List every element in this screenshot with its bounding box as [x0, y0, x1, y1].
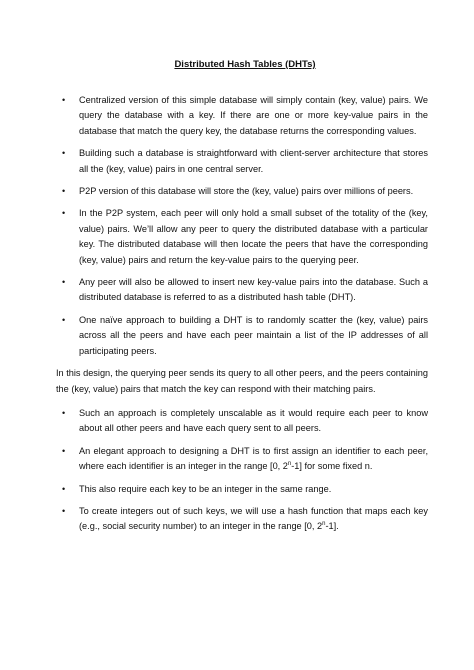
superscript: n [287, 461, 292, 468]
text-segment: -1] for some fixed n. [291, 461, 373, 472]
body-paragraph: In this design, the querying peer sends its query to all other peers, and the peers containing the (key, value) pairs that match the key can respond with their matching pairs. [56, 368, 428, 394]
bullet-item: • This also require each key to be an integer in the same range. [62, 482, 428, 497]
bullet-item: • Centralized version of this simple database will simply contain (key, value) pairs. We query the database with a key. If there are one or more key-value pairs in the database that match the query key, the database returns the corresponding values. [62, 93, 428, 139]
bullet-item: • Building such a database is straightforward with client-server architecture that stores all the (key, value) pairs in one central server. [62, 146, 428, 177]
bullet-item: • Any peer will also be allowed to insert new key-value pairs into the database. Such a distributed database is referred to as a distributed hash table (DHT). [62, 275, 428, 306]
text-segment: An elegant approach to designing a DHT is to first assign an identifier to each peer, where each identifier is an integer in the range [0, 2 [79, 445, 428, 472]
text-segment: To create integers out of such keys, we will use a hash function that maps each key (e.g., social security number) to an integer in the range [0, 2 [79, 505, 428, 532]
bullet-item: • Such an approach is completely unscalable as it would require each peer to know about all other peers and have each query sent to all peers. [62, 406, 428, 437]
bullet-item: • P2P version of this database will store the (key, value) pairs over millions of peers. [62, 184, 428, 199]
bullet-item-identifier-range [62, 444, 428, 475]
bullet-item: • In the P2P system, each peer will only hold a small subset of the totality of the (key, value) pairs. We’ll allow any peer to query the distributed database with a particular key. The distributed database will then locate the peers that have the corresponding (key, value) pairs and return the key-value pairs to the querying peer. [62, 206, 428, 268]
superscript: n [322, 521, 326, 528]
bullet-item-hash-function [62, 504, 428, 535]
document-title: Distributed Hash Tables (DHTs) [174, 59, 316, 70]
bullet-list-1 [62, 93, 428, 359]
text-segment: -1]. [325, 521, 339, 532]
bullet-list-2 [62, 406, 428, 535]
bullet-item: • One naïve approach to building a DHT is to randomly scatter the (key, value) pairs across all the peers and have each peer maintain a list of the IP addresses of all participating peers. [62, 313, 428, 359]
